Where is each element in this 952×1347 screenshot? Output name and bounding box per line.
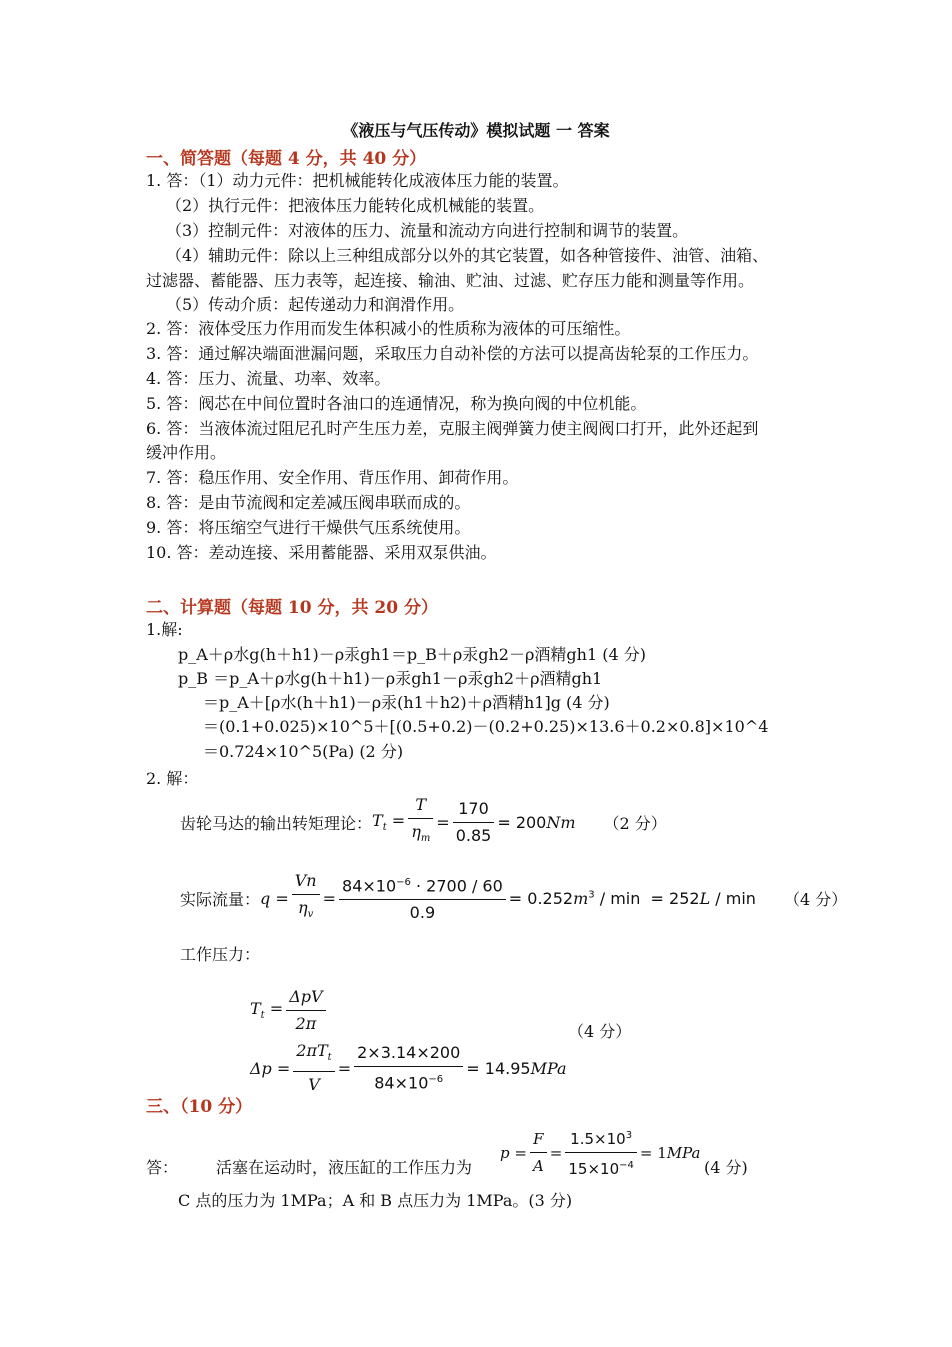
section1-heading: 一、简答题（每题 4 分，共 40 分） (146, 149, 427, 169)
fraction: $\frac{T}{\eta_m}$ (408, 792, 433, 852)
answer-line: 9. 答：将压缩空气进行干燥供气压系统使用。 (146, 518, 471, 537)
pressure-equation-1 (250, 984, 329, 1037)
eq-symbol: $T_t$ = (250, 999, 284, 1022)
answer-line: （2）执行元件：把液体压力能转化成机械能的装置。 (166, 196, 545, 215)
answer-line: 缓冲作用。 (146, 443, 227, 462)
torque-label: 齿轮马达的输出转矩理论： (180, 813, 373, 833)
section2-heading: 二、计算题（每题 10 分，共 20 分） (146, 598, 438, 618)
fraction: $\frac{2\times 3.14\times 200}{84\times 10^{-6}}$ (354, 1040, 463, 1096)
eq-symbol: Δp = (250, 1058, 291, 1078)
pressure-equation-2 (250, 1038, 567, 1098)
fraction: $\frac{F}{A}$ (530, 1126, 547, 1179)
eq-result: = 200Nm (497, 812, 576, 832)
eq-symbol: = (549, 1143, 563, 1162)
answer-line: 4. 答：压力、流量、功率、效率。 (146, 369, 391, 388)
eq-symbol: = (436, 812, 450, 832)
answer-line: （3）控制元件：对液体的压力、流量和流动方向进行控制和调节的装置。 (166, 221, 689, 240)
eq-result: = $0.252m^3 / \min = 252L / \min$ (508, 888, 756, 908)
flow-label: 实际流量： (180, 889, 261, 909)
eq-symbol: q = (260, 888, 289, 908)
answer-line: 10. 答：差动连接、采用蓄能器、采用双泵供油。 (146, 543, 497, 562)
section3-heading: 三、（10 分） (146, 1097, 253, 1117)
q1-equation: p_A＋ρ水g(h＋h1)－ρ汞gh1＝p_B＋ρ汞gh2－ρ酒精gh1 (4 分) (178, 645, 646, 664)
fraction: $\frac{\text{ΔpV}}{2\pi}$ (286, 984, 325, 1037)
eq-symbol: p = (500, 1143, 527, 1162)
torque-score: （2 分） (603, 813, 667, 833)
answer-line: 1. 答：（1）动力元件：把机械能转化成液体压力能的装置。 (146, 171, 569, 190)
section3-answer-score: (4 分) (704, 1158, 748, 1177)
eq-symbol: = (337, 1058, 352, 1078)
q1-equation: ＝p_A＋[ρ水(h＋h1)－ρ汞(h1＋h2)＋ρ酒精h1]g (4 分) (203, 693, 610, 712)
fraction: $\frac{1.5\times 10^3}{15\times 10^{-4}}$ (565, 1123, 637, 1182)
eq-symbol: $T_t$ = (372, 811, 406, 834)
flow-equation (180, 868, 847, 928)
section3-answer-text: 活塞在运动时，液压缸的工作压力为 (216, 1158, 473, 1177)
page-title: 《液压与气压传动》模拟试题 一 答案 (342, 121, 610, 140)
answer-line: 6. 答：当液体流过阻尼孔时产生压力差，克服主阀弹簧力使主阀阀口打开，此外还起到 (146, 419, 759, 438)
torque-equation (180, 792, 667, 852)
fraction: $\frac{170}{0.85}$ (453, 796, 495, 849)
pressure-label: 工作压力： (180, 945, 261, 964)
q1-equation: ＝0.724×10^5(Pa) (2 分) (203, 742, 404, 761)
answer-line: 过滤器、蓄能器、压力表等，起连接、输油、贮油、过滤、贮存压力能和测量等作用。 (146, 271, 755, 290)
answer-line: 8. 答：是由节流阀和定差减压阀串联而成的。 (146, 493, 471, 512)
fraction: $\frac{2\pi T_t}{V}$ (293, 1038, 334, 1098)
q1-equation: p_B ＝p_A＋ρ水g(h＋h1)－ρ汞gh1－ρ汞gh2＋ρ酒精gh1 (178, 669, 603, 688)
eq-result: = 14.95MPa (466, 1058, 567, 1078)
pressure-score: （4 分） (568, 1022, 632, 1041)
answer-line: 3. 答：通过解决端面泄漏问题，采取压力自动补偿的方法可以提高齿轮泵的工作压力。 (146, 344, 759, 363)
section3-final-line: C 点的压力为 1MPa；A 和 B 点压力为 1MPa。(3 分) (178, 1191, 573, 1210)
q2-label: 2. 解： (146, 769, 199, 788)
fraction: $\frac{Vn}{\eta_v}$ (292, 868, 320, 928)
eq-symbol: = (322, 888, 337, 908)
answer-line: 7. 答：稳压作用、安全作用、背压作用、卸荷作用。 (146, 468, 519, 487)
q1-label: 1.解: (146, 620, 183, 639)
answer-line: （4）辅助元件：除以上三种组成部分以外的其它装置，如各种管接件、油管、油箱、 (166, 246, 769, 265)
cylinder-pressure-equation (500, 1123, 701, 1182)
q1-equation: ＝(0.1+0.025)×10^5＋[(0.5+0.2)－(0.2+0.25)×13.6＋0.2×0.8]×10^4 (203, 717, 769, 736)
eq-result: = 1MPa (639, 1143, 701, 1162)
answer-line: （5）传动介质：起传递动力和润滑作用。 (166, 295, 465, 314)
flow-score: （4 分） (783, 889, 848, 909)
fraction: $\frac{84\times 10^{-6} \cdot 2700 / 60}{0.9}$ (339, 870, 506, 926)
answer-line: 5. 答：阀芯在中间位置时各油口的连通情况，称为换向阀的中位机能。 (146, 394, 647, 413)
answer-line: 2. 答：液体受压力作用而发生体积减小的性质称为液体的可压缩性。 (146, 319, 631, 338)
section3-answer-prefix: 答： (146, 1158, 179, 1177)
